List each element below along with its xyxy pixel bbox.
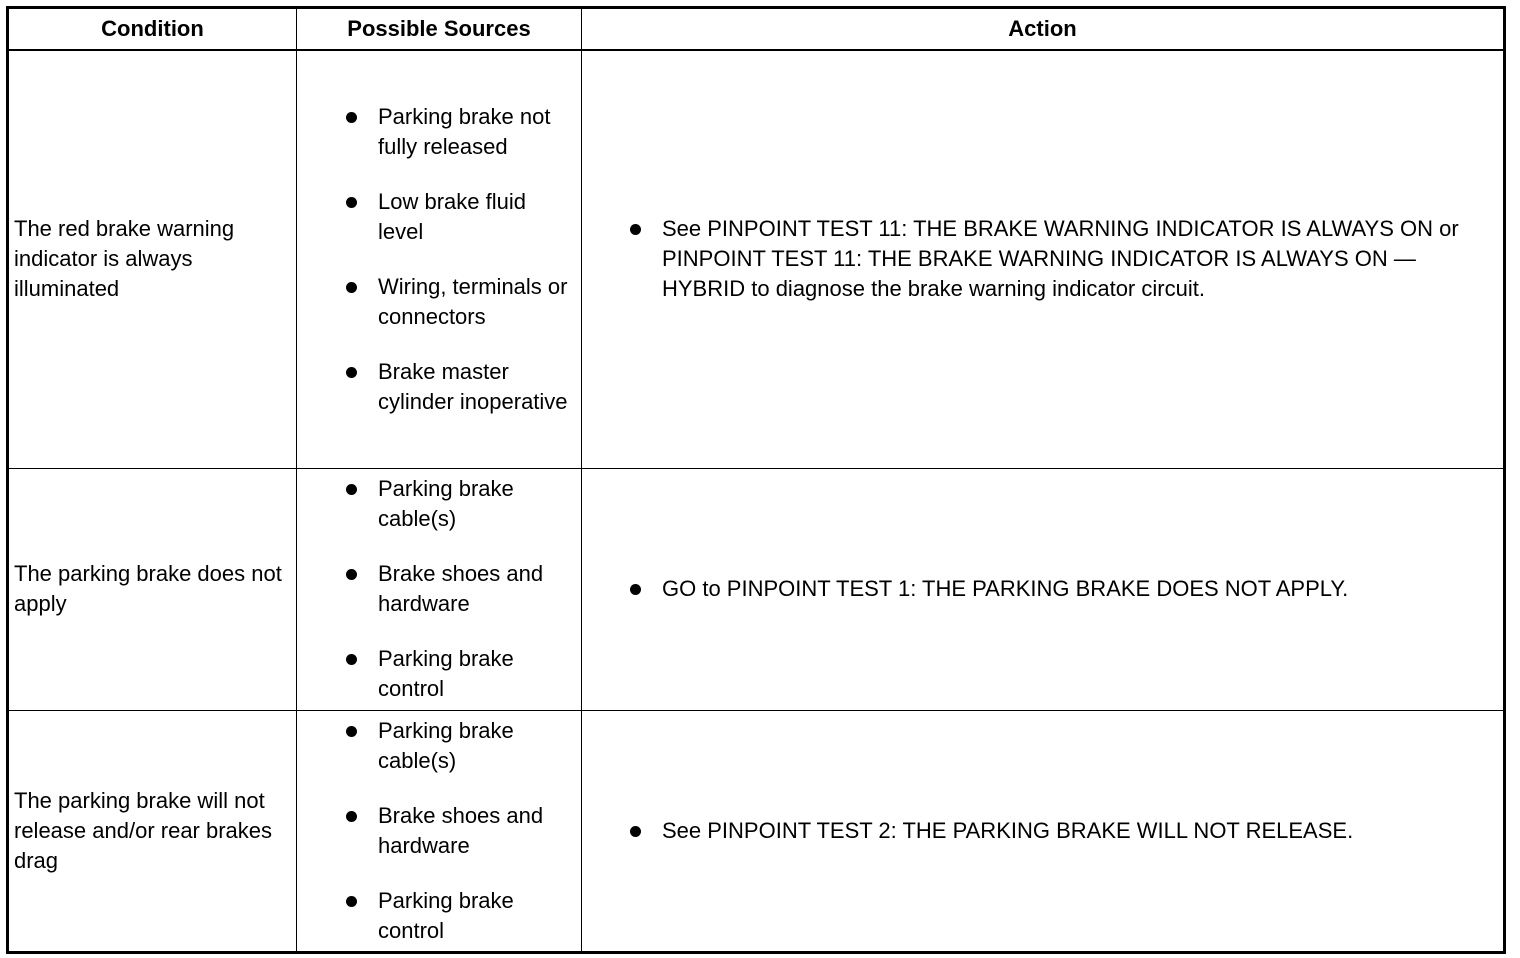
bullet-icon <box>346 726 357 737</box>
bullet-icon <box>346 367 357 378</box>
source-text: Low brake fluid level <box>378 188 526 244</box>
header-row <box>8 8 1505 51</box>
list-item <box>297 474 568 534</box>
action-text: GO to PINPOINT TEST 1: THE PARKING BRAKE DOES NOT APPLY. <box>662 576 1349 601</box>
table-row <box>8 468 1505 710</box>
source-text: Brake shoes and hardware <box>378 802 544 858</box>
bullet-icon <box>346 282 357 293</box>
source-text: Parking brake control <box>378 646 514 701</box>
action-item <box>582 816 1503 846</box>
bullet-icon <box>630 826 641 837</box>
table-row <box>8 50 1505 468</box>
source-text: Parking brake cable(s) <box>378 476 514 531</box>
action-text: See PINPOINT TEST 11: THE BRAKE WARNING INDICATOR IS ALWAYS ON or PINPOINT TEST 11: THE BRAKE WARNING INDICATOR IS ALWAYS ON — HYBRID to diagnose the brake warning indicator circuit. <box>662 216 1459 302</box>
condition-cell: The parking brake will not release and/or rear brakes drag <box>8 710 297 952</box>
list-item <box>297 886 568 946</box>
header-possible-sources: Possible Sources <box>297 8 582 51</box>
condition-cell: The red brake warning indicator is always illuminated <box>8 50 297 468</box>
source-text: Parking brake cable(s) <box>378 717 514 773</box>
list-item <box>297 357 568 417</box>
sources-cell <box>297 50 582 468</box>
source-text: Parking brake not fully released <box>378 103 551 159</box>
table-row <box>8 710 1505 952</box>
action-text: See PINPOINT TEST 2: THE PARKING BRAKE WILL NOT RELEASE. <box>662 817 1354 843</box>
bullet-icon <box>346 112 357 123</box>
list-item <box>297 187 568 247</box>
list-item <box>297 801 568 861</box>
bullet-icon <box>630 584 641 595</box>
action-cell <box>582 468 1505 710</box>
bullet-icon <box>346 654 357 665</box>
bullet-icon <box>346 197 357 208</box>
action-cell <box>582 50 1505 468</box>
source-text: Brake master cylinder inoperative <box>378 358 568 414</box>
source-text: Wiring, terminals or connectors <box>378 273 568 329</box>
sources-list <box>297 474 581 704</box>
header-action: Action <box>582 8 1505 51</box>
bullet-icon <box>630 224 641 235</box>
action-item <box>582 574 1503 604</box>
diagnosis-table <box>6 6 1506 954</box>
action-cell <box>582 710 1505 952</box>
list-item <box>297 102 568 162</box>
bullet-icon <box>346 811 357 822</box>
bullet-icon <box>346 569 357 580</box>
bullet-icon <box>346 896 357 907</box>
list-item <box>297 559 568 619</box>
action-item <box>582 214 1503 304</box>
list-item <box>297 644 568 704</box>
list-item <box>297 716 568 776</box>
condition-cell: The parking brake does not apply <box>8 468 297 710</box>
list-item <box>297 272 568 332</box>
source-text: Brake shoes and hardware <box>378 561 544 616</box>
sources-cell <box>297 468 582 710</box>
sources-list <box>297 102 581 417</box>
sources-cell <box>297 710 582 952</box>
header-condition: Condition <box>8 8 297 51</box>
sources-list <box>297 716 581 946</box>
source-text: Parking brake control <box>378 887 514 943</box>
bullet-icon <box>346 484 357 495</box>
